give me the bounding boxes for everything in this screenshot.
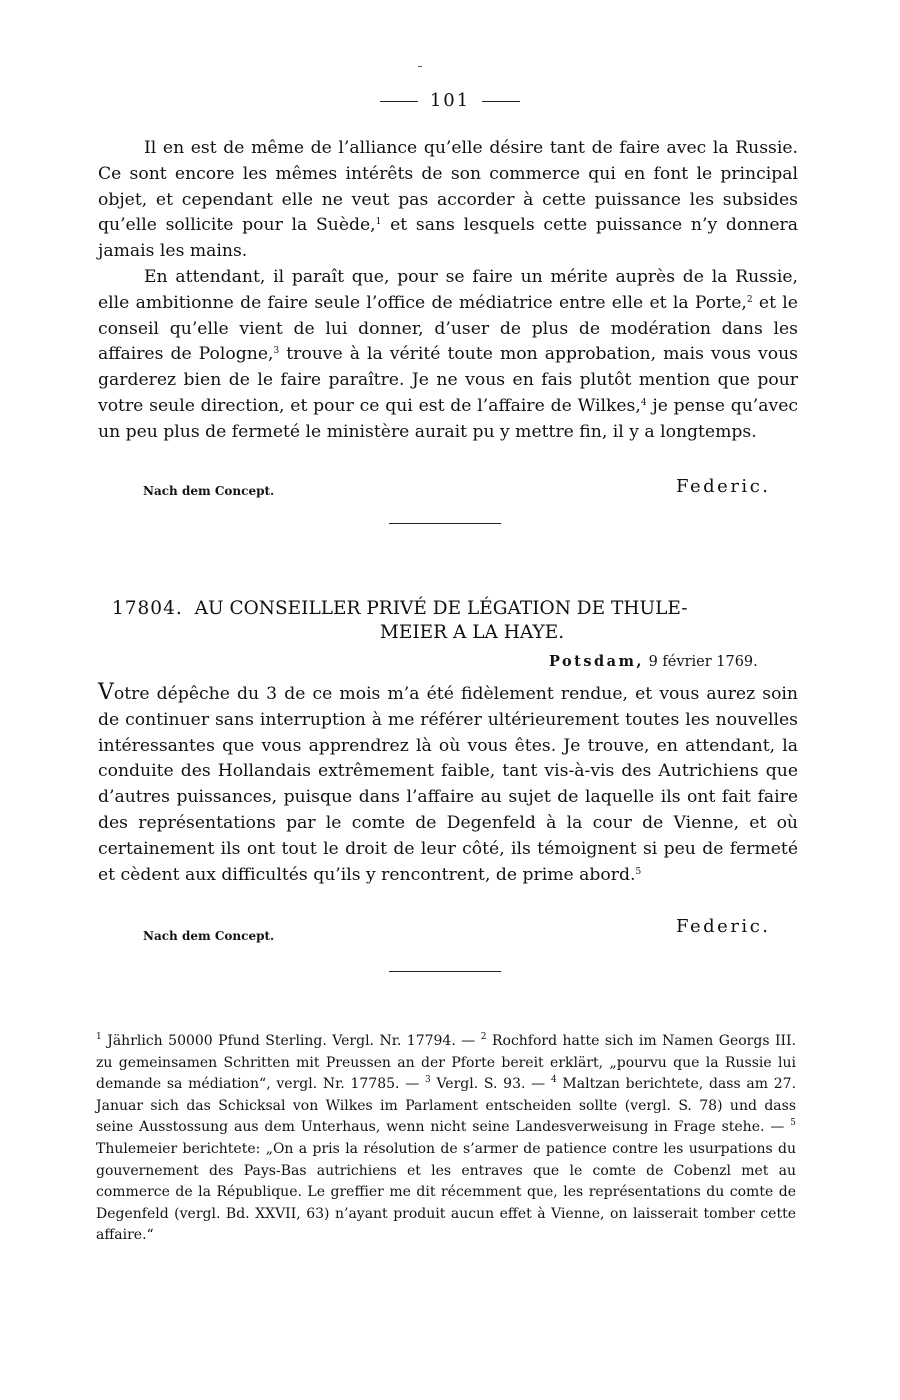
page-mark (418, 66, 422, 67)
footnote-text: Rochford hatte sich im Namen Georgs III. zu gemeinsamen Schritten mit Preussen an der Pforte bereit erklärt, „pourvu que la Russie lui demande sa médiation“, vergl. Nr. 17785. — (96, 1033, 797, 1093)
letter-heading (112, 597, 802, 645)
footnote-text: Vergl. S. 93. — (436, 1076, 546, 1093)
footnote-ref: 3 (273, 346, 280, 357)
paragraph-text: et sans lesquels cette puissance n’y donnera jamais les mains. (98, 215, 798, 262)
paragraph-alliance (98, 136, 798, 265)
dateline-date: 9 février 1769. (648, 654, 758, 670)
footnote-ref: 4 (640, 397, 647, 408)
paragraph-text: En attendant, il paraît que, pour se faire un mérite auprès de la Russie, elle ambitionne de faire seule l’office de médiatrice entre elle et la Porte, (98, 267, 798, 313)
footnote-text: Jährlich 50000 Pfund Sterling. Vergl. Nr. 17794. — (107, 1033, 476, 1049)
paragraph-text: trouve à la vérité toute mon approbation, mais vous vous garderez bien de le faire paraître. Je ne vous en fais plutôt mention que pour votre seule direction, et pour ce qui est de l’affaire de Wilkes, (98, 344, 798, 416)
signature: Federic. (676, 476, 771, 497)
paragraph-text: je pense qu’avec un peu plus de fermeté le ministère aurait pu y mettre fin, il y a longtemps. (98, 395, 798, 442)
footnote-mark: 2 (480, 1032, 487, 1042)
footnote-mark: 4 (550, 1075, 557, 1086)
initial-letter: V (98, 680, 114, 705)
paragraph-text: Il en est de même de l’alliance qu’elle désire tant de faire avec la Russie. Ce sont encore les mêmes intérêts de son commerce qui en font le principal objet, et cependant elle ne veut pas accorder à cette puissance les subsides qu’elle sollicite pour la Suède, (98, 138, 798, 236)
footnote-ref: 1 (375, 217, 382, 228)
footnote-ref: 5 (635, 866, 642, 877)
page-number: 101 (429, 90, 471, 111)
signature: Federic. (676, 916, 771, 937)
source-note: Nach dem Concept. (143, 484, 275, 498)
footnote-mark: 1 (96, 1032, 102, 1042)
page-header (0, 90, 900, 111)
footnote-mark: 5 (790, 1118, 796, 1129)
footnote-text: Thulemeier berichtete: „On a pris la résolution de s’armer de patience contre les usurpations du gouvernement des Pays-Bas autrichiens et les entraves que le comte de Cobenzl met au commerce de la République. Le greffier me dit récemment que, les représentations du comte de Degenfeld (vergl. Bd. XXVII, 63) n’ayant produit aucun effet à Vienne, on laisserait tomber cette affaire.“ (96, 1140, 796, 1244)
heading-line-1: AU CONSEILLER PRIVÉ DE LÉGATION DE THULE- (194, 598, 688, 619)
header-rule-left (380, 101, 418, 102)
paragraph-russia (98, 265, 798, 446)
footnote-mark: 3 (424, 1075, 431, 1086)
heading-line-2: MEIER A LA HAYE. (379, 622, 565, 643)
dateline-place: Potsdam, (549, 653, 644, 670)
source-note: Nach dem Concept. (143, 929, 275, 943)
dateline (549, 653, 758, 670)
section-divider (389, 971, 501, 972)
section-divider (389, 523, 501, 524)
paragraph-text: et le conseil qu’elle vient de lui donner, d’user de plus de modération dans les affaires de Pologne, (98, 292, 798, 365)
footnotes (96, 1031, 796, 1247)
footnote-text: Maltzan berichtete, dass am 27. Januar sich das Schicksal von Wilkes im Parlament entscheiden sollte (vergl. S. 78) und dass seine Ausstossung aus dem Unterhaus, wenn nicht seine Landesverweisung in Frage stehe. — (96, 1076, 797, 1136)
header-rule-right (482, 101, 520, 102)
paragraph-text: otre dépêche du 3 de ce mois m’a été fidèlement rendue, et vous aurez soin de continuer sans interruption à me référer ultérieurement toutes les nouvelles intéressantes que vous apprendrez là où vous êtes. Je trouve, en attendant, la conduite des Hollandais extrêmement faible, tant vis-à-vis des Autrichiens que d’autres puissances, puisque dans l’affaire au sujet de laquelle ils ont fait faire des représentations par le comte de Degenfeld à la cour de Vienne, et où certainement ils ont tout le droit de leur côté, ils témoignent si peu de fermeté et cèdent aux difficultés qu’ils y rencontrent, de prime abord. (98, 684, 798, 885)
letter-body (98, 680, 798, 888)
footnote-ref: 2 (746, 294, 753, 305)
letter-number: 17804. (112, 598, 183, 619)
